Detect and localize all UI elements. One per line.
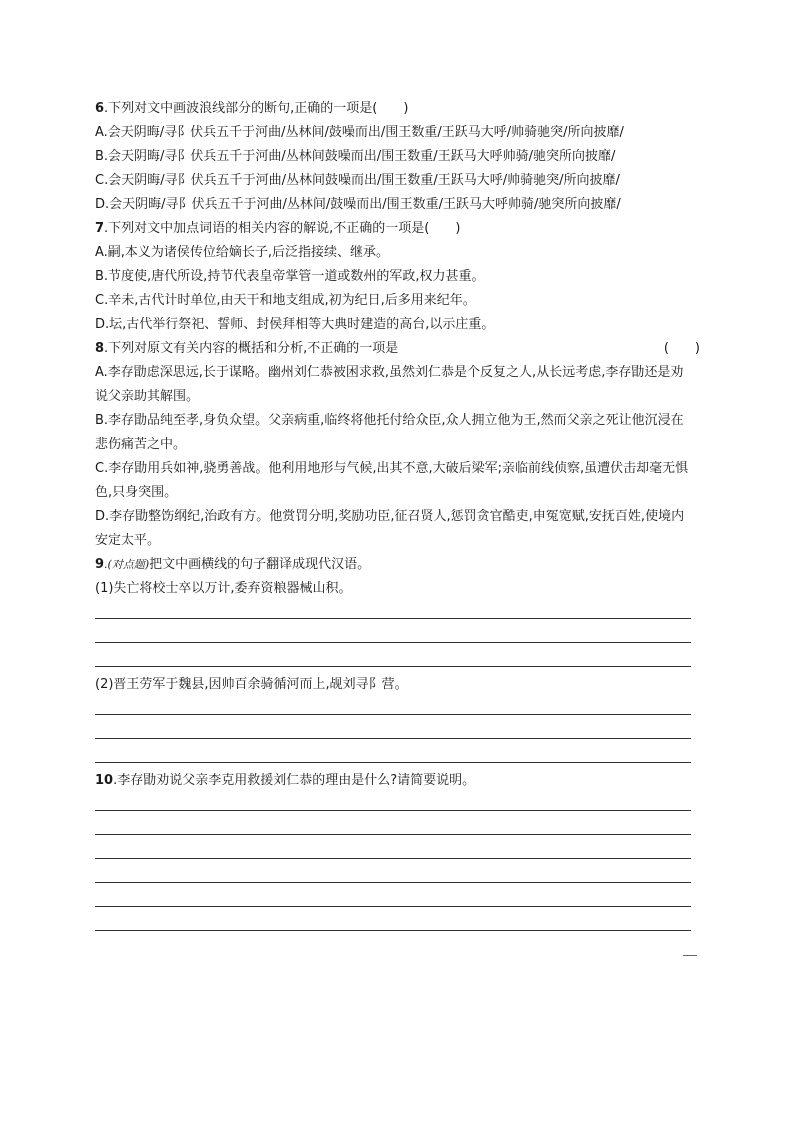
q7-option-c: C.辛未,古代计时单位,由天干和地支组成,初为纪日,后多用来纪年。 — [95, 293, 476, 308]
q8-stem — [95, 341, 700, 357]
q6-number: 6 — [95, 101, 105, 116]
q6-option-a: A.会天阴晦/寻阝伏兵五千于河曲/丛林间/鼓噪而出/围王数重/王跃马大呼/帅骑驰突/所向披靡/ — [95, 125, 624, 140]
q7-stem-text: .下列对文中加点词语的相关内容的解说,不正确的一项是( ) — [104, 221, 461, 236]
q9-answer-line-4[interactable] — [95, 714, 691, 715]
q9-answer-line-3[interactable] — [95, 666, 691, 667]
q6-option-c: C.会天阴晦/寻阝伏兵五千于河曲/丛林间鼓噪而出/围王数重/王跃马大呼/帅骑驰突/所向披靡/ — [95, 173, 620, 188]
q8-option-c: C.李存勖用兵如神,骁勇善战。他利用地形与气候,出其不意,大破后梁军;亲临前线侦察,虽遭伏击却毫无惧色,只身突围。 — [95, 461, 689, 500]
q7-number: 7 — [95, 221, 105, 236]
q6-option-b: B.会天阴晦/寻阝伏兵五千于河曲/丛林间鼓噪而出/围王数重/王跃马大呼帅骑/驰突所向披靡/ — [95, 149, 616, 164]
q9-stem — [95, 557, 700, 573]
q9-answer-line-2[interactable] — [95, 642, 691, 643]
q7-option-d: D.坛,古代举行祭祀、誓师、封侯拜相等大典时建造的高台,以示庄重。 — [95, 317, 495, 332]
q9-sub2: (2)晋王劳军于魏县,因帅百余骑循河而上,觇刘寻阝营。 — [95, 677, 408, 692]
page-corner-dash — [683, 955, 697, 956]
q6-stem — [95, 101, 700, 117]
q9-tag: .(对点题) — [104, 558, 150, 571]
q9-sub1: (1)失亡将校士卒以万计,委弃资粮器械山积。 — [95, 581, 352, 596]
q8-option-a: A.李存勖虑深思远,长于谋略。幽州刘仁恭被困求救,虽然刘仁恭是个反复之人,从长远考虑,李存勖还是劝说父亲助其解围。 — [95, 365, 684, 404]
q9-stem-text: 把文中画横线的句子翻译成现代汉语。 — [149, 557, 371, 572]
q10-answer-line-6[interactable] — [95, 930, 691, 931]
q9-answer-line-5[interactable] — [95, 738, 691, 739]
q10-answer-line-3[interactable] — [95, 858, 691, 859]
q7-option-b: B.节度使,唐代所设,持节代表皇帝掌管一道或数州的军政,权力甚重。 — [95, 269, 485, 284]
q7-stem — [95, 221, 700, 237]
q9-number: 9 — [95, 557, 105, 572]
q10-number: 10 — [95, 773, 114, 788]
q8-option-b: B.李存勖品纯至孝,身负众望。父亲病重,临终将他托付给众臣,众人拥立他为王,然而父亲之死让他沉浸在悲伤痛苦之中。 — [95, 413, 684, 452]
q6-option-d: D.会天阴晦/寻阝伏兵五千于河曲/丛林间/鼓噪而出/围王数重/王跃马大呼帅骑/驰突所向披靡/ — [95, 197, 621, 212]
q9-answer-line-1[interactable] — [95, 618, 691, 619]
q10-answer-line-2[interactable] — [95, 834, 691, 835]
q8-stem-text: .下列对原文有关内容的概括和分析,不正确的一项是 — [104, 341, 399, 356]
q6-stem-text: .下列对文中画波浪线部分的断句,正确的一项是( ) — [104, 101, 409, 116]
q10-answer-line-5[interactable] — [95, 906, 691, 907]
q10-stem-text: .李存勖劝说父亲李克用救援刘仁恭的理由是什么?请简要说明。 — [113, 773, 476, 788]
q9-answer-line-6[interactable] — [95, 762, 691, 763]
q8-answer-paren: ( ) — [663, 341, 700, 356]
q7-option-a: A.嗣,本义为诸侯传位给嫡长子,后泛指接续、继承。 — [95, 245, 390, 260]
q10-stem — [95, 773, 700, 789]
q10-answer-line-4[interactable] — [95, 882, 691, 883]
q10-answer-line-1[interactable] — [95, 810, 691, 811]
q8-option-d: D.李存勖整饬纲纪,治政有方。他赏罚分明,奖励功臣,征召贤人,惩罚贪官酷吏,申冤宽赋,安抚百姓,使境内安定太平。 — [95, 509, 685, 548]
q8-number: 8 — [95, 341, 105, 356]
